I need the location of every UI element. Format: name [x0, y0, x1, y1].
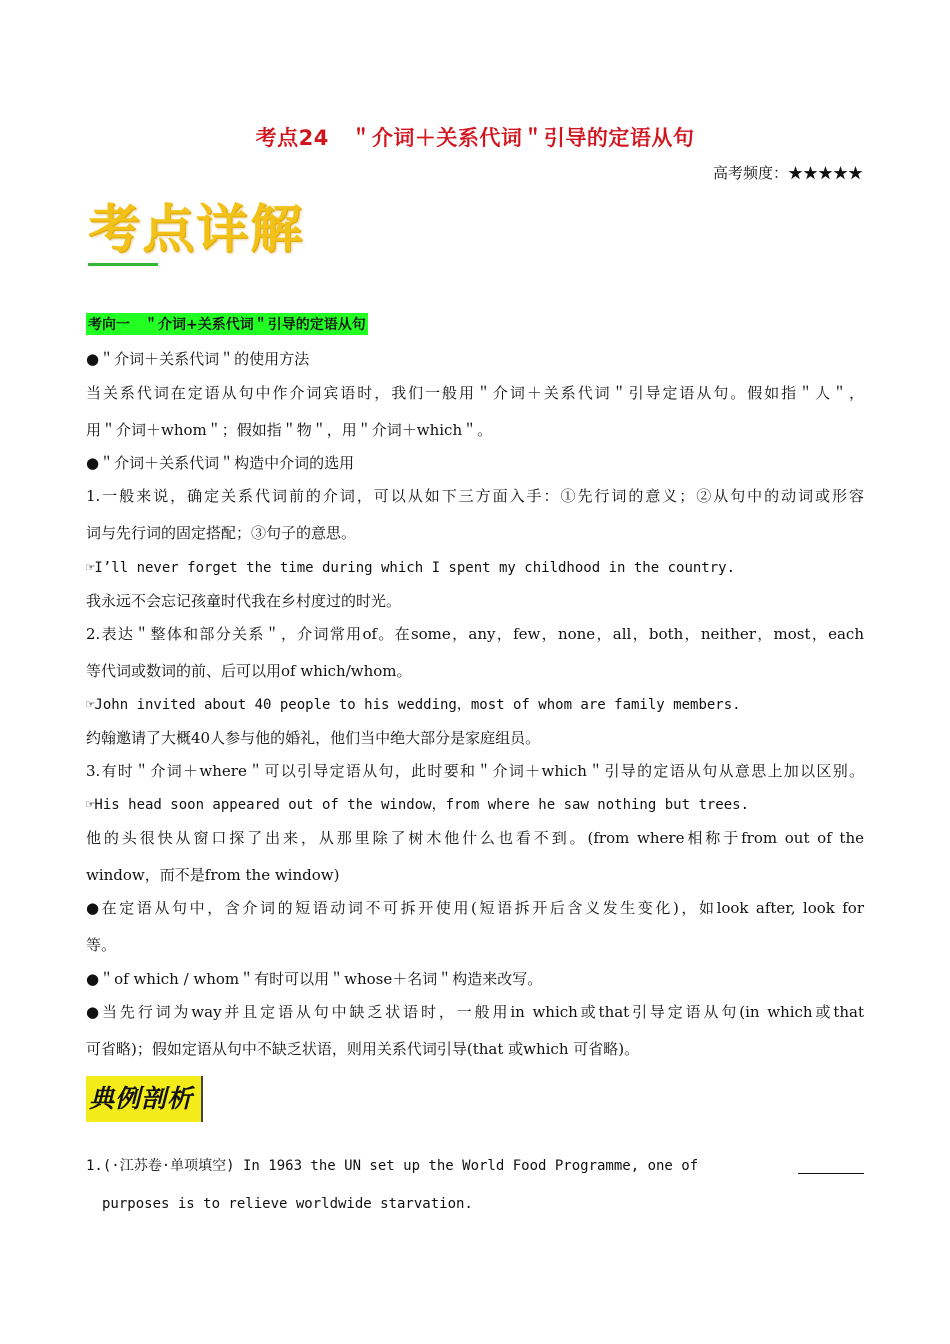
- section-heading: 考向一 ＂介词+关系代词＂引导的定语从句: [86, 313, 368, 335]
- example-sentence: ☞John invited about 40 people to his wedding，most of whom are family members.: [86, 697, 741, 713]
- body-line: ●＂of which / whom＂有时可以用＂whose＋名词＂构造来改写。: [86, 970, 543, 988]
- body-line: 可省略)；假如定语从句中不缺乏状语，则用关系代词引导(that 或which 可省略)。: [86, 1040, 640, 1058]
- body-line: window，而不是from the window): [86, 866, 340, 884]
- example-sentence: ☞His head soon appeared out of the window，from where he saw nothing but trees.: [86, 797, 750, 813]
- detail-banner-text: 考点详解: [88, 199, 305, 260]
- body-line: 1.一般来说，确定关系代词前的介词，可以从如下三方面入手：①先行词的意义；②从句中的动词或形容: [86, 487, 864, 505]
- body-line: 2.表达＂整体和部分关系＂，介词常用of。在some，any，few，none，all，both，neither，most，each: [86, 625, 864, 643]
- detail-banner: [88, 200, 318, 266]
- example-sentence: ☞I’ll never forget the time during which I spent my childhood in the country.: [86, 560, 736, 576]
- frequency-rating: 高考频度：★★★★★: [712, 164, 863, 182]
- examples-banner-text: 典例剖析: [89, 1084, 194, 1113]
- body-line: ●＂介词＋关系代词＂的使用方法: [86, 350, 310, 368]
- translation-line: 他的头很快从窗口探了出来，从那里除了树木他什么也看不到。(from where相称于from out of the: [86, 829, 864, 847]
- examples-banner: [86, 1076, 203, 1122]
- translation-line: 我永远不会忘记孩童时代我在乡村度过的时光。: [86, 592, 402, 610]
- page-title: 考点24 ＂介词＋关系代词＂引导的定语从句: [255, 126, 695, 150]
- question-line-continued: purposes is to relieve worldwide starvation.: [102, 1196, 473, 1212]
- body-line: ●＂介词＋关系代词＂构造中介词的选用: [86, 454, 355, 472]
- question-line: [86, 1156, 864, 1176]
- body-line: 当关系代词在定语从句中作介词宾语时，我们一般用＂介词＋关系代词＂引导定语从句。假如指＂人＂，: [86, 384, 864, 402]
- body-line: 用＂介词＋whom＂；假如指＂物＂，用＂介词＋which＂。: [86, 421, 493, 439]
- question-text: 1.(·江苏卷·单项填空) In 1963 the UN set up the World Food Programme, one of: [86, 1158, 699, 1174]
- body-line: 词与先行词的固定搭配；③句子的意思。: [86, 524, 357, 542]
- body-line: ●当先行词为way并且定语从句中缺乏状语时，一般用in which或that引导定语从句(in which或that: [86, 1003, 864, 1021]
- body-line: 等代词或数词的前、后可以用of which/whom。: [86, 662, 412, 680]
- body-line: ●在定语从句中，含介词的短语动词不可拆开使用(短语拆开后含义发生变化)，如look after, look for: [86, 899, 864, 917]
- banner-underline: [88, 263, 158, 266]
- answer-blank[interactable]: [798, 1159, 864, 1174]
- translation-line: 约翰邀请了大概40人参与他的婚礼，他们当中绝大部分是家庭组员。: [86, 729, 541, 747]
- body-line: 3.有时＂介词＋where＂可以引导定语从句，此时要和＂介词＋which＂引导的定语从句从意思上加以区别。: [86, 762, 864, 780]
- body-line: 等。: [86, 936, 117, 954]
